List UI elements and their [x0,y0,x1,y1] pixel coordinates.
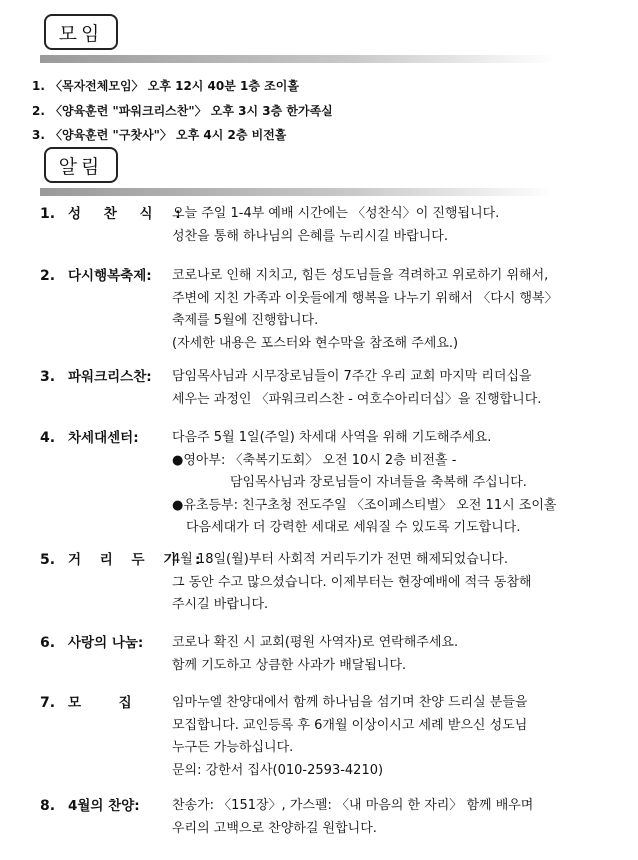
notice-line: 그 동안 수고 많으셨습니다. 이제부터는 현장예배에 적극 동참해 [172,574,532,590]
moim-divider [40,55,555,63]
notice-num: 2. [40,268,56,284]
notice-line: 코로나 확진 시 교회(평원 사역자)로 연락해주세요. [172,635,459,650]
notice-line: 함께 기도하고 상큼한 사과가 배달됩니다. [172,657,407,673]
notice-num: 8. [40,798,56,814]
notice-num: 5. [40,552,56,568]
notice-num: 3. [40,369,56,385]
notice-title: 차세대센터: [68,430,139,446]
notice-line: ●영아부: 〈축복기도회〉 오전 10시 2층 비전홀 - [172,452,457,468]
notice-body [172,795,630,840]
notice-line: 주시길 바랍니다. [172,597,269,612]
notice-body [172,692,630,782]
notice-line: 오늘 주일 1-4부 예배 시간에는 〈성찬식〉이 진행됩니다. [172,206,500,221]
notice-line: 성찬을 통해 하나님의 은혜를 누리시길 바랍니다. [172,228,448,244]
moim-item [32,74,333,99]
alim-divider [40,188,555,196]
notice-num: 7. [40,695,56,711]
moim-item-num: 1. [32,79,45,93]
moim-item [32,99,333,124]
moim-item-text: 〈목자전체모임〉 오후 12시 40분 1층 조이홀 [50,79,299,93]
notice-body [172,632,630,677]
notice-line: 누구든 가능하십니다. [172,740,294,755]
notice-body [172,203,630,248]
notice-title: 4월의 찬양: [68,798,140,814]
notice-num: 1. [40,206,56,222]
alim-heading: 알림 [44,147,118,183]
moim-list [32,74,333,148]
notice-title: 성 찬 식 : [68,206,190,222]
notice-title: 파워크리스찬: [68,369,152,385]
notice-body [172,427,630,540]
moim-item-num: 3. [32,128,45,142]
notice-line: 모집합니다. 교인등록 후 6개월 이상이시고 세례 받으신 성도님 [172,717,528,733]
moim-item-text: 〈양육훈련 "파워크리스찬"〉 오후 3시 3층 한가족실 [50,103,333,118]
notice-body [172,549,630,617]
moim-heading: 모임 [44,14,118,50]
notice-line: 다음주 5월 1일(주일) 차세대 사역을 위해 기도해주세요. [172,430,492,445]
notice-line: 축제를 5월에 진행합니다. [172,313,319,328]
notice-line: 4월 18일(월)부터 사회적 거리두기가 전면 해제되었습니다. [172,552,509,567]
notice-num: 6. [40,635,56,651]
notice-title: 거 리 두 기 : [68,552,208,568]
notice-title: 사랑의 나눔: [68,635,144,651]
moim-item-text: 〈양육훈련 "구찻사"〉 오후 4시 2층 비전홀 [50,128,287,142]
notice-body [172,265,630,355]
notice-line: 문의: 강한서 집사(010-2593-4210) [172,762,384,778]
notice-num: 4. [40,430,56,446]
notice-line: 다음세대가 더 강력한 세대로 세워질 수 있도록 기도합니다. [186,520,521,535]
notice-line: (자세한 내용은 포스터와 현수막을 참조해 주세요.) [172,335,459,351]
notice-line: 세우는 과정인 〈파워크리스찬 - 여호수아리더십〉을 진행합니다. [172,391,542,407]
notice-line: 담임목사님과 시무장로님들이 7주간 우리 교회 마지막 리더십을 [172,369,532,384]
notice-title: 다시행복축제: [68,268,152,284]
notice-line: 담임목사님과 장로님들이 자녀들을 축복해 주십니다. [230,475,527,490]
moim-item-num: 2. [32,103,45,118]
notice-line: ●유초등부: 친구초청 전도주일 〈조이페스티벌〉 오전 11시 조이홀 [172,497,557,513]
moim-item [32,123,333,148]
notice-line: 임마누엘 찬양대에서 함께 하나님을 섬기며 찬양 드리실 분들을 [172,695,528,710]
notice-title: 모 집 [68,695,132,711]
notice-body [172,366,630,411]
notice-line: 주변에 지친 가족과 이웃들에게 행복을 나누기 위해서 〈다시 행복〉 [172,290,558,306]
notice-line: 코로나로 인해 지치고, 힘든 성도님들을 격려하고 위로하기 위해서, [172,268,549,283]
notice-line: 우리의 고백으로 찬양하길 원합니다. [172,820,377,836]
notice-line: 찬송가: 〈151장〉, 가스펠: 〈내 마음의 한 자리〉 함께 배우며 [172,798,534,813]
